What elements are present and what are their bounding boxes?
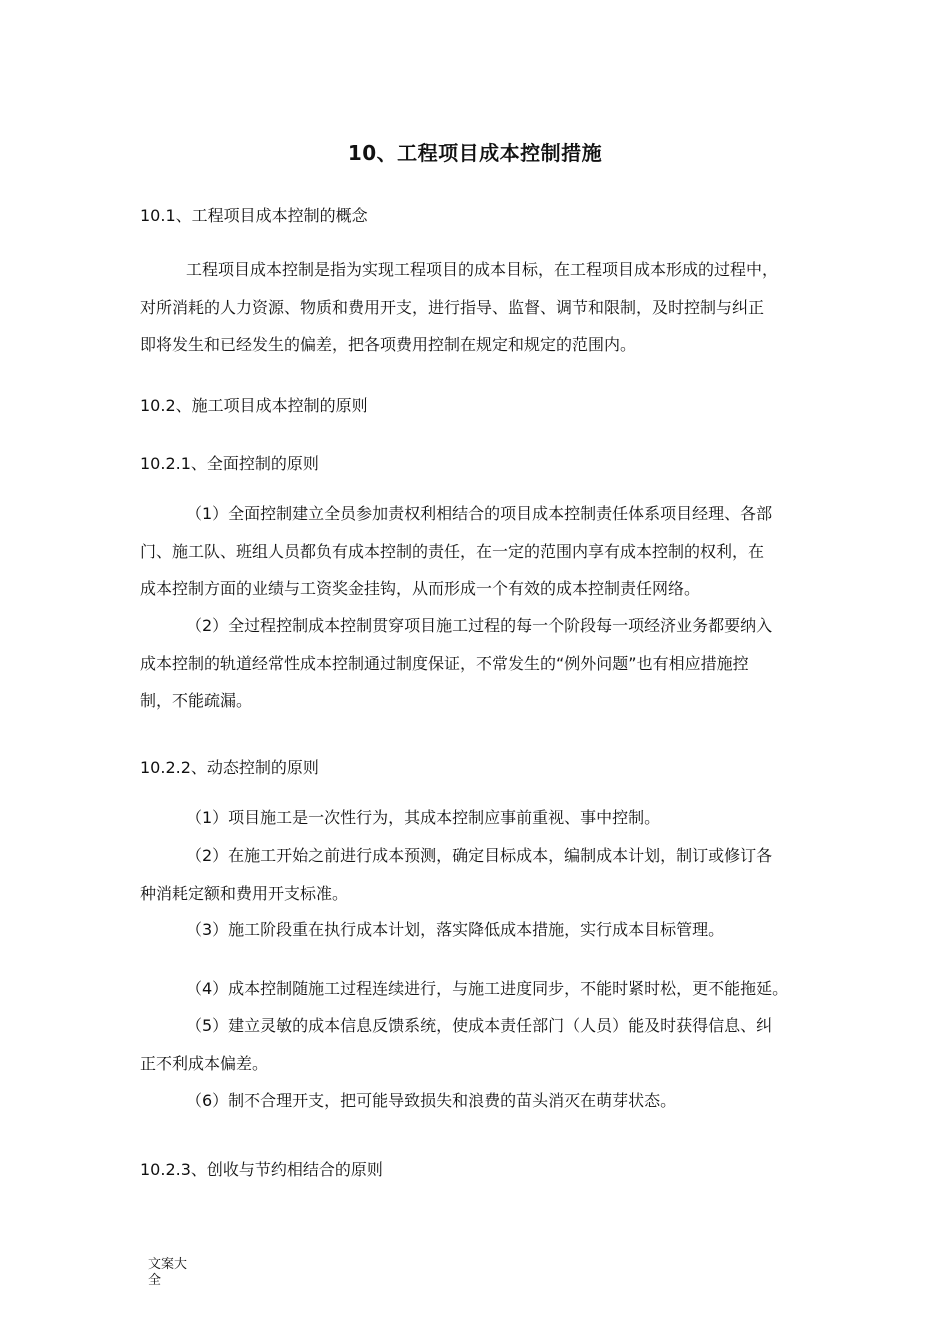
paragraph-dynamic-6 — [140, 1082, 820, 1120]
paragraph-line: （1）全面控制建立全员参加责权利相结合的项目成本控制责任体系项目经理、各部 — [186, 504, 773, 523]
paragraph-line: （5）建立灵敏的成本信息反馈系统，使成本责任部门（人员）能及时获得信息、纠 — [186, 1016, 773, 1035]
section-heading-10-1: 10.1、工程项目成本控制的概念 — [140, 206, 368, 225]
section-heading-10-2-2: 10.2.2、动态控制的原则 — [140, 758, 319, 777]
section-heading-10-2: 10.2、施工项目成本控制的原则 — [140, 396, 368, 415]
paragraph-line: 即将发生和已经发生的偏差，把各项费用控制在规定和规定的范围内。 — [140, 335, 637, 354]
paragraph-dynamic-2 — [140, 837, 820, 912]
paragraph-line: 工程项目成本控制是指为实现工程项目的成本目标，在工程项目成本形成的过程中， — [186, 260, 779, 279]
document-title: 10、工程项目成本控制措施 — [347, 141, 603, 165]
paragraph-line: （1）项目施工是一次性行为，其成本控制应事前重视、事中控制。 — [186, 808, 661, 827]
footer-line: 全 — [148, 1273, 162, 1288]
paragraph-line: 正不利成本偏差。 — [140, 1053, 269, 1073]
paragraph-line: （3）施工阶段重在执行成本计划，落实降低成本措施，实行成本目标管理。 — [186, 920, 725, 939]
paragraph-full-control-2 — [140, 607, 820, 720]
paragraph-line: 成本控制的轨道经常性成本控制通过制度保证，不常发生的“例外问题”也有相应措施控 — [140, 653, 749, 673]
paragraph-line: 对所消耗的人力资源、物质和费用开支，进行指导、监督、调节和限制，及时控制与纠正 — [140, 297, 765, 317]
section-heading-10-2-1: 10.2.1、全面控制的原则 — [140, 454, 319, 473]
paragraph-line: （2）在施工开始之前进行成本预测，确定目标成本，编制成本计划，制订或修订各 — [186, 846, 773, 865]
paragraph-dynamic-5 — [140, 1007, 820, 1082]
page-footer — [148, 1257, 198, 1289]
paragraph-line: 制，不能疏漏。 — [140, 691, 253, 710]
paragraph-line: （6）制不合理开支，把可能导致损失和浪费的苗头消灭在萌芽状态。 — [186, 1091, 677, 1110]
paragraph-line: 种消耗定额和费用开支标准。 — [140, 883, 349, 903]
paragraph-line: 成本控制方面的业绩与工资奖金挂钩，从而形成一个有效的成本控制责任网络。 — [140, 579, 701, 598]
paragraph-dynamic-4 — [140, 970, 820, 1008]
footer-line: 文案大 — [148, 1257, 188, 1272]
paragraph-line: （2）全过程控制成本控制贯穿项目施工过程的每一个阶段每一项经济业务都要纳入 — [186, 616, 773, 635]
section-heading-10-2-3: 10.2.3、创收与节约相结合的原则 — [140, 1160, 383, 1179]
paragraph-line: 门、施工队、班组人员都负有成本控制的责任，在一定的范围内享有成本控制的权利，在 — [140, 541, 765, 561]
paragraph-concept — [140, 251, 820, 364]
paragraph-line: （4）成本控制随施工过程连续进行，与施工进度同步，不能时紧时松，更不能拖延。 — [186, 979, 789, 998]
paragraph-full-control-1 — [140, 495, 820, 608]
paragraph-dynamic-1 — [140, 799, 820, 837]
paragraph-dynamic-3 — [140, 911, 820, 949]
